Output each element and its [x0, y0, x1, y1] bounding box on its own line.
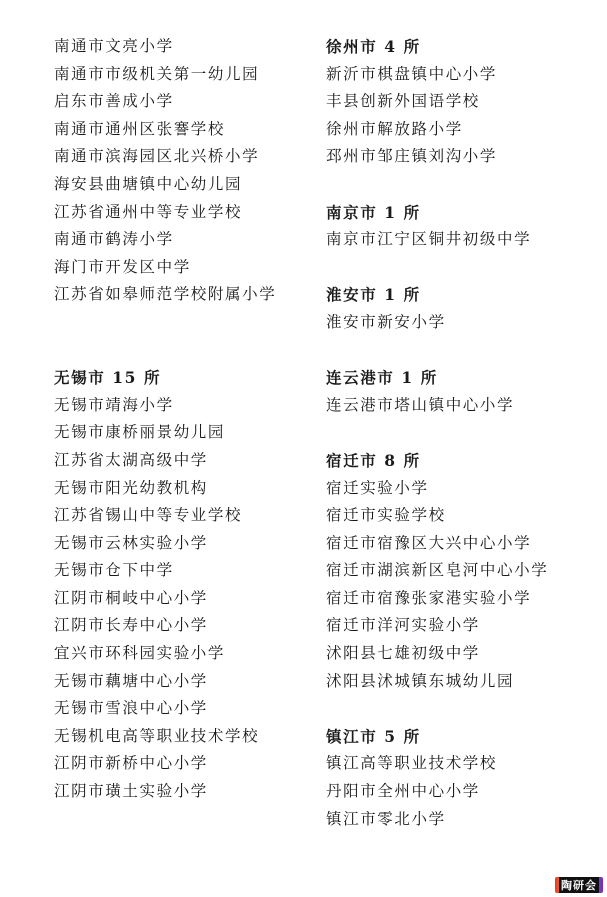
school-item: 连云港市塔山镇中心小学	[326, 395, 515, 414]
school-item: 淮安市新安小学	[326, 312, 446, 331]
school-item: 沭阳县沭城镇东城幼儿园	[326, 671, 515, 690]
school-item: 南通市鹤涛小学	[54, 230, 174, 249]
spacer	[326, 695, 596, 723]
city-heading: 南京市 1 所	[326, 202, 421, 222]
city-heading: 镇江市 5 所	[326, 726, 421, 746]
school-item: 南通市滨海园区北兴桥小学	[54, 147, 260, 166]
spacer	[54, 337, 314, 365]
right-column	[326, 33, 596, 833]
school-item: 江阴市新桥中心小学	[54, 754, 208, 773]
school-item: 启东市善成小学	[54, 92, 174, 111]
school-item: 无锡机电高等职业技术学校	[54, 726, 260, 745]
watermark-text: 陶研会	[561, 879, 597, 892]
school-item: 江苏省锡山中等专业学校	[54, 506, 243, 525]
school-item: 宿迁市实验学校	[326, 506, 446, 525]
school-item: 南通市文亮小学	[54, 37, 174, 55]
school-item: 镇江市零北小学	[326, 809, 446, 828]
school-item: 新沂市棋盘镇中心小学	[326, 64, 498, 83]
school-item: 海门市开发区中学	[54, 257, 191, 276]
city-heading: 宿迁市 8 所	[326, 450, 421, 470]
school-item: 沭阳县七雄初级中学	[326, 644, 480, 663]
school-item: 江苏省通州中等专业学校	[54, 202, 243, 221]
school-item: 无锡市云林实验小学	[54, 533, 208, 552]
spacer	[326, 254, 596, 282]
city-heading: 连云港市 1 所	[326, 368, 438, 388]
school-item: 江阴市桐岐中心小学	[54, 588, 208, 607]
school-item: 徐州市解放路小学	[326, 119, 463, 138]
city-heading: 无锡市 15 所	[54, 368, 162, 388]
spacer	[326, 171, 596, 199]
school-item: 无锡市仓下中学	[54, 561, 174, 580]
school-item: 宿迁市宿豫张家港实验小学	[326, 588, 532, 607]
school-item: 宿迁市湖滨新区皂河中心小学	[326, 561, 549, 580]
school-item: 丰县创新外国语学校	[326, 92, 480, 111]
school-item: 宿迁市宿豫区大兴中心小学	[326, 533, 532, 552]
school-item: 邳州市邹庄镇刘沟小学	[326, 147, 498, 166]
school-item: 江阴市长寿中心小学	[54, 616, 208, 635]
school-item: 丹阳市全州中心小学	[326, 782, 480, 801]
left-column	[54, 33, 314, 806]
spacer	[326, 337, 596, 365]
school-item: 南通市通州区张謇学校	[54, 119, 226, 138]
school-item: 宿迁实验小学	[326, 478, 429, 497]
school-item: 南京市江宁区铜井初级中学	[326, 230, 532, 249]
school-item: 镇江高等职业技术学校	[326, 754, 498, 773]
school-item: 无锡市藕塘中心小学	[54, 671, 208, 690]
city-heading: 徐州市 4 所	[326, 37, 421, 56]
school-item: 南通市市级机关第一幼儿园	[54, 64, 260, 83]
school-item: 宜兴市环科园实验小学	[54, 644, 226, 663]
city-heading: 淮安市 1 所	[326, 285, 421, 305]
school-item: 江阴市璜土实验小学	[54, 782, 208, 801]
spacer	[54, 309, 314, 337]
watermark-logo	[555, 877, 603, 893]
school-item: 无锡市康桥丽景幼儿园	[54, 423, 226, 442]
school-item: 无锡市雪浪中心小学	[54, 699, 208, 718]
school-item: 海安县曲塘镇中心幼儿园	[54, 174, 243, 193]
school-item: 江苏省如皋师范学校附属小学	[54, 285, 277, 304]
school-item: 宿迁市洋河实验小学	[326, 616, 480, 635]
spacer	[326, 419, 596, 447]
school-item: 无锡市靖海小学	[54, 395, 174, 414]
school-item: 无锡市阳光幼教机构	[54, 478, 208, 497]
school-item: 江苏省太湖高级中学	[54, 450, 208, 469]
